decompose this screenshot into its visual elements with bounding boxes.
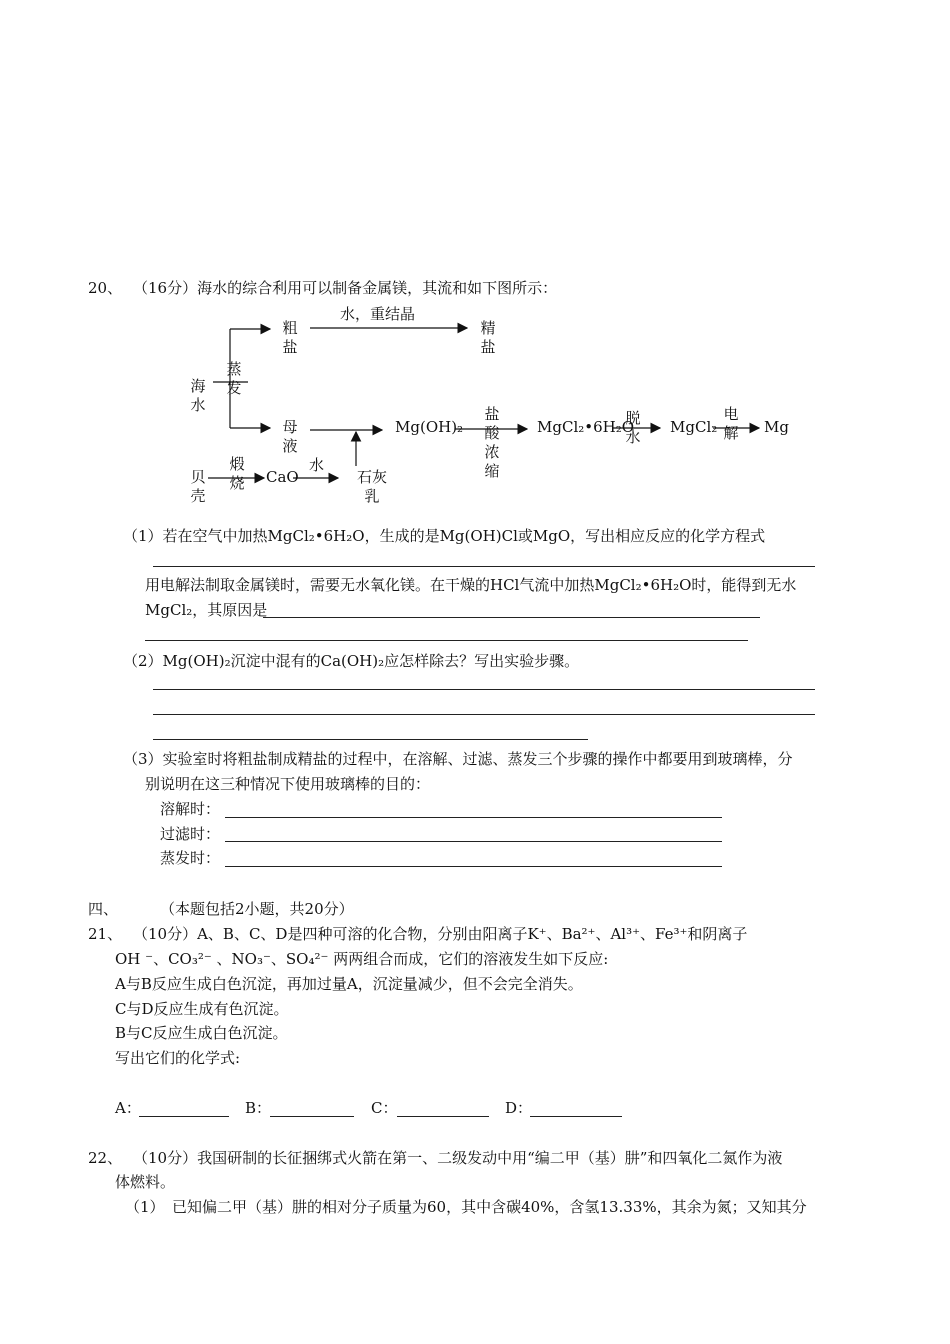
q20-p1-blank3[interactable]: [145, 640, 748, 641]
flow-mgcl2-hydrate: MgCl₂•6H₂O: [537, 418, 635, 436]
q20-number: 20、: [88, 279, 123, 297]
q21-c-blank[interactable]: [397, 1116, 489, 1117]
q20-filter-label: 过滤时：: [160, 825, 221, 843]
flow-crude-salt: 粗盐: [282, 319, 298, 356]
q21-d-label: D：: [505, 1099, 533, 1117]
q22-line1: （10分）我国研制的长征捆绑式火箭在第一、二级发动中用“编二甲（基）肼”和四氧化二氮作为液: [133, 1149, 783, 1167]
q20-p2-blank3[interactable]: [153, 739, 588, 740]
q21-number: 21、: [88, 925, 123, 943]
q21-a-blank[interactable]: [139, 1116, 229, 1117]
q20-p1-blank2[interactable]: [263, 617, 760, 618]
q21-line2: OH ⁻、CO₃²⁻ 、NO₃⁻、SO₄²⁻ 两两组合而成，它们的溶液发生如下反应:: [115, 950, 609, 968]
q21-r1: A与B反应生成白色沉淀，再加过量A，沉淀量减少，但不会完全消失。: [115, 975, 583, 993]
flow-mgoh2: Mg(OH)₂: [395, 418, 464, 436]
flow-water: 水: [309, 456, 325, 474]
q20-p1-line3: MgCl₂，其原因是: [145, 601, 268, 619]
q21-d-blank[interactable]: [530, 1116, 622, 1117]
flow-calcine: 煅烧: [229, 455, 245, 492]
q20-stem: （16分）海水的综合利用可以制备金属镁，其流和如下图所示：: [133, 279, 558, 297]
flow-mother-liquor: 母液: [282, 418, 298, 455]
q21-line1: （10分）A、B、C、D是四种可溶的化合物，分别由阳离子K⁺、Ba²⁺、Al³⁺、Fe³⁺和阴离子: [133, 925, 748, 943]
q20-evaporate-blank[interactable]: [225, 866, 722, 867]
q21-a-label: A：: [115, 1099, 141, 1117]
q22-number: 22、: [88, 1149, 123, 1167]
flow-hcl-conc: 盐酸浓缩: [484, 405, 500, 480]
flow-refined-salt: 精盐: [480, 319, 496, 356]
q21-ask: 写出它们的化学式:: [115, 1049, 241, 1067]
q20-evaporate-label: 蒸发时：: [160, 849, 221, 867]
q22-line2: 体燃料。: [115, 1173, 176, 1191]
q22-p1-label: （1）: [125, 1198, 165, 1216]
q21-b-blank[interactable]: [270, 1116, 354, 1117]
flow-evaporate: 蒸发: [226, 360, 242, 397]
flow-seawater: 海水: [190, 377, 206, 414]
flow-dehydrate: 脱水: [625, 409, 641, 446]
q21-c-label: C：: [371, 1099, 398, 1117]
q20-filter-blank[interactable]: [225, 841, 722, 842]
q21-b-label: B：: [245, 1099, 272, 1117]
flow-diagram: [0, 0, 950, 520]
flow-electrolysis: 电解: [723, 405, 739, 442]
q21-r2: C与D反应生成有色沉淀。: [115, 1000, 289, 1018]
flow-shell: 贝壳: [190, 468, 206, 505]
flow-mgcl2: MgCl₂: [670, 418, 718, 436]
q20-dissolve-blank[interactable]: [225, 817, 722, 818]
flow-cao: CaO: [266, 468, 299, 486]
q21-r3: B与C反应生成白色沉淀。: [115, 1024, 288, 1042]
q20-p1-blank1[interactable]: [153, 566, 815, 567]
q20-p1-line1: （1）若在空气中加热MgCl₂•6H₂O，生成的是Mg(OH)Cl或MgO，写出相应反应的化学方程式: [123, 527, 766, 545]
q20-p3-line1: （3）实验室时将粗盐制成精盐的过程中，在溶解、过滤、蒸发三个步骤的操作中都要用到玻璃棒，分: [123, 750, 793, 768]
flow-mg: Mg: [764, 418, 789, 436]
q20-p2: （2）Mg(OH)₂沉淀中混有的Ca(OH)₂应怎样除去？写出实验步骤。: [123, 652, 580, 670]
section4-desc: （本题包括2小题，共20分）: [160, 900, 354, 918]
q20-p2-blank1[interactable]: [153, 689, 815, 690]
q20-dissolve-label: 溶解时：: [160, 800, 221, 818]
q22-p1-text: 已知偏二甲（基）肼的相对分子质量为60，其中含碳40%，含氢13.33%，其余为氮；又知其分: [172, 1198, 807, 1216]
q20-p2-blank2[interactable]: [153, 714, 815, 715]
flow-lime-milk: 石灰乳: [356, 468, 387, 505]
section4-label: 四、: [88, 900, 119, 918]
q20-p1-line2: 用电解法制取金属镁时，需要无水氧化镁。在干燥的HCl气流中加热MgCl₂•6H₂O时，能得到无水: [145, 576, 797, 594]
flow-water-recrystal: 水，重结晶: [340, 305, 416, 323]
q20-p3-line2: 别说明在这三种情况下使用玻璃棒的目的：: [145, 775, 431, 793]
